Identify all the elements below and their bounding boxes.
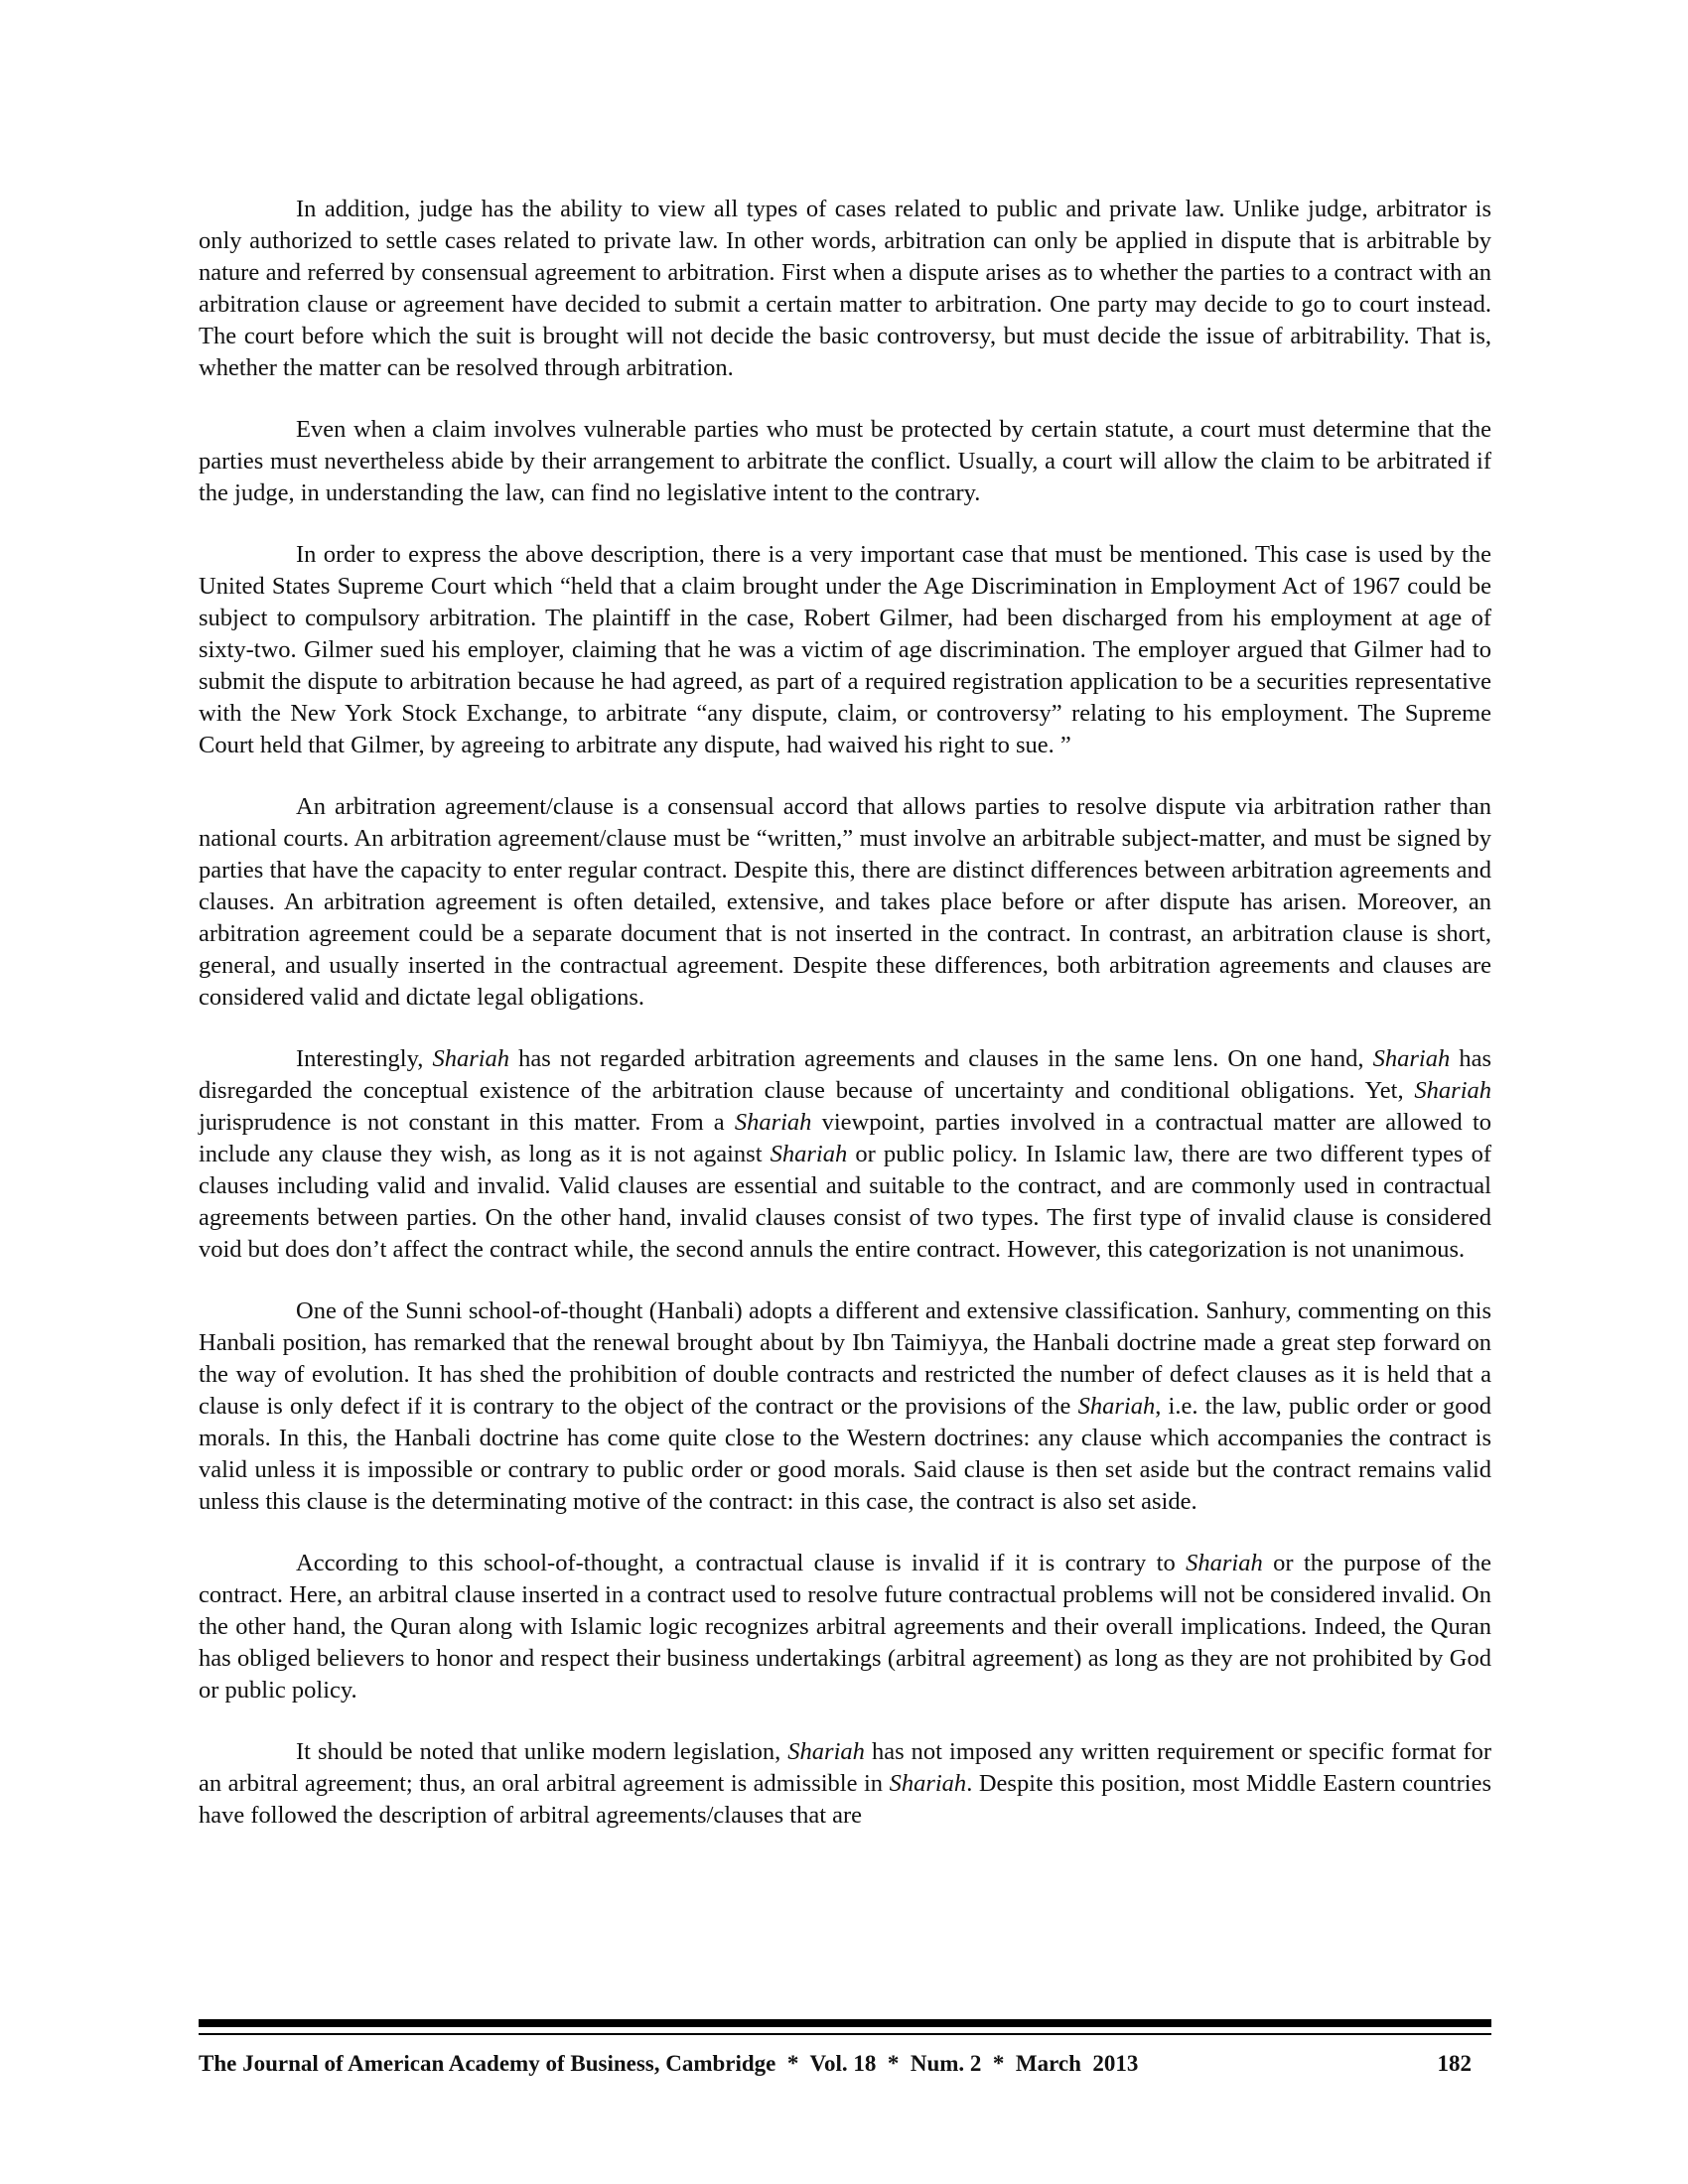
text-run: An arbitration agreement/clause is a consensual accord that allows parties to resolve dispute via arbitration rather than national courts. An arbitration agreement/clause must be “written,” must involve an arbitrable subject-matter, and must be signed by parties that have the capacity to enter regular contract. Despite this, there are distinct differences between arbitration agreements and clauses. An arbitration agreement is often detailed, extensive, and takes place before or after dispute has arisen. Moreover, an arbitration agreement could be a separate document that is not inserted in the contract. In contrast, an arbitration clause is short, general, and usually inserted in the contractual agreement. Despite these differences, both arbitration agreements and clauses are considered valid and dictate legal obligations. <box>199 793 1491 1011</box>
page-footer <box>199 2051 1491 2091</box>
italic-term: Shariah <box>1414 1077 1491 1104</box>
footer-rule-thin <box>199 2033 1491 2035</box>
body-paragraph <box>199 539 1491 761</box>
body-paragraph <box>199 1736 1491 1832</box>
text-run: , i.e. the law, public order or good morals. In this, the Hanbali doctrine has come quite close to the Western doctrines: any clause which accompanies the contract is valid unless it is impossible or contrary to public order or good morals. Said clause is then set aside but the contract remains valid unless this clause is the determinating motive of the contract: in this case, the contract is also set aside. <box>199 1393 1492 1515</box>
text-run: One of the Sunni school-of-thought (Hanbali) adopts a different and extensive classification. Sanhury, commenting on this Hanbali position, has remarked that the renewal brought about by Ibn Taimiyya, the Hanbali doctrine made a great step forward on the way of evolution. It has shed the prohibition of double contracts and restricted the number of defect clauses as it is held that a clause is only defect if it is contrary to the object of the contract or the provisions of the <box>199 1297 1491 1420</box>
text-run: has not imposed any written requirement or specific format for an arbitral agreement; thus, an oral arbitral agreement is admissible in <box>199 1738 1491 1797</box>
body-paragraph <box>199 791 1491 1014</box>
italic-term: Shariah <box>432 1045 510 1072</box>
text-run: viewpoint, parties involved in a contractual matter are allowed to include any clause they wish, as long as it is not against <box>199 1109 1492 1167</box>
footer-rule-thick <box>199 2019 1491 2027</box>
italic-term: Shariah <box>1077 1393 1156 1420</box>
text-run: or the purpose of the contract. Here, an arbitral clause inserted in a contract used to resolve future contractual problems will not be considered invalid. On the other hand, the Quran along with Islamic logic recognizes arbitral agreements and their overall implications. Indeed, the Quran has obliged believers to honor and respect their business undertakings (arbitral agreement) as long as they are not prohibited by God or public policy. <box>199 1550 1491 1704</box>
page-number: 182 <box>1437 2051 1472 2076</box>
text-run: jurisprudence is not constant in this matter. From a <box>199 1109 735 1136</box>
text-run: Interestingly, <box>296 1045 433 1072</box>
text-run: In addition, judge has the ability to view all types of cases related to public and private law. Unlike judge, arbitrator is only authorized to settle cases related to private law. In other words, arbitration can only be applied in dispute that is arbitrable by nature and referred by consensual agreement to arbitration. First when a dispute arises as to whether the parties to a contract with an arbitration clause or agreement have decided to submit a certain matter to arbitration. One party may decide to go to court instead. The court before which the suit is brought will not decide the basic controversy, but must decide the issue of arbitrability. That is, whether the matter can be resolved through arbitration. <box>199 196 1491 381</box>
body-paragraph <box>199 1548 1491 1706</box>
italic-term: Shariah <box>787 1738 865 1765</box>
article-body <box>199 194 1491 1861</box>
body-paragraph <box>199 1296 1491 1518</box>
body-paragraph <box>199 414 1491 509</box>
text-run: or public policy. In Islamic law, there are two different types of clauses including valid and invalid. Valid clauses are essential and suitable to the contract, and are commonly used in contractual agreements between parties. On the other hand, invalid clauses consist of two types. The first type of invalid clause is considered void but does don’t affect the contract while, the second annuls the entire contract. However, this categorization is not unanimous. <box>199 1141 1491 1263</box>
text-run: has not regarded arbitration agreements and clauses in the same lens. On one hand, <box>509 1045 1373 1072</box>
italic-term: Shariah <box>734 1109 812 1136</box>
text-run: It should be noted that unlike modern legislation, <box>296 1738 788 1765</box>
body-paragraph <box>199 194 1491 384</box>
italic-term: Shariah <box>1372 1045 1451 1072</box>
text-run: . Despite this position, most Middle Eastern countries have followed the description of arbitral agreements/clauses that are <box>199 1770 1491 1829</box>
italic-term: Shariah <box>770 1141 848 1167</box>
text-run: In order to express the above description, there is a very important case that must be mentioned. This case is used by the United States Supreme Court which “held that a claim brought under the Age Discrimination in Employment Act of 1967 could be subject to compulsory arbitration. The plaintiff in the case, Robert Gilmer, had been discharged from his employment at age of sixty-two. Gilmer sued his employer, claiming that he was a victim of age discrimination. The employer argued that Gilmer had to submit the dispute to arbitration because he had agreed, as part of a required registration application to be a securities representative with the New York Stock Exchange, to arbitrate “any dispute, claim, or controversy” relating to his employment. The Supreme Court held that Gilmer, by agreeing to arbitrate any dispute, had waived his right to sue. ” <box>199 541 1491 758</box>
italic-term: Shariah <box>1186 1550 1263 1576</box>
body-paragraph <box>199 1043 1491 1266</box>
text-run: has disregarded the conceptual existence of the arbitration clause because of uncertainty and conditional obligations. Yet, <box>199 1045 1491 1104</box>
text-run: According to this school-of-thought, a contractual clause is invalid if it is contrary to <box>296 1550 1187 1576</box>
footer-journal-citation: The Journal of American Academy of Business, Cambridge * Vol. 18 * Num. 2 * March 2013 <box>199 2051 1139 2076</box>
text-run: Even when a claim involves vulnerable parties who must be protected by certain statute, a court must determine that the parties must nevertheless abide by their arrangement to arbitrate the conflict. Usually, a court will allow the claim to be arbitrated if the judge, in understanding the law, can find no legislative intent to the contrary. <box>199 416 1491 506</box>
italic-term: Shariah <box>889 1770 967 1797</box>
